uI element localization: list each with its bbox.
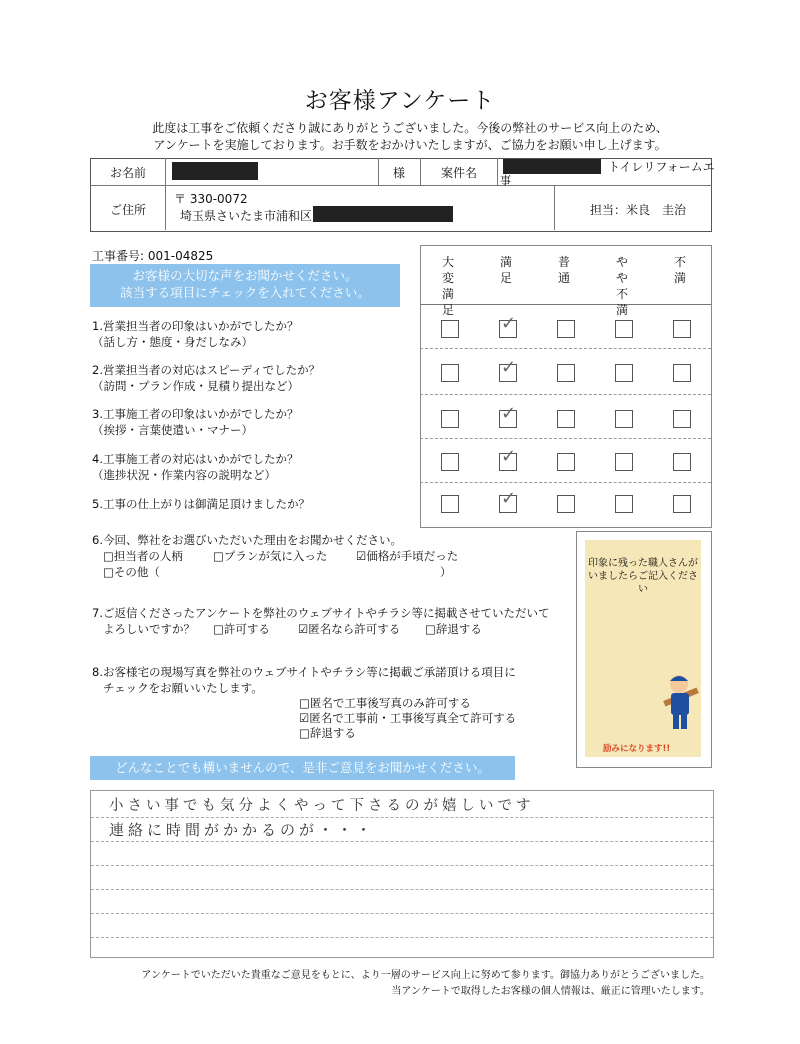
project-value: トイレリフォームエ [608, 160, 715, 174]
question-4: 4.工事施工者の対応はいかがでしたか？ （進捗状況・作業内容の説明など） [92, 452, 299, 482]
question-6: 6.今回、弊社をお選びいただいた理由をお聞かせください。 [92, 533, 402, 547]
footer-line-1: アンケートでいただいた貴重なご意見をもとに、より一層のサービス向上に努めて参ります。御協力ありがとうございました。 [141, 970, 710, 981]
question-3: 3.工事施工者の印象はいかがでしたか？ （挨拶・言葉使遣い・マナー） [92, 407, 299, 437]
q1-check-mark: ✓ [501, 313, 517, 334]
q5-check-mark: ✓ [501, 488, 517, 509]
address-text: 埼玉県さいたま市浦和区 [180, 209, 313, 223]
col-very-satisfied: 大変満足 [441, 255, 454, 317]
sama-label: 様 [392, 166, 405, 180]
intro-line-1: 此度は工事をご依頼くださり誠にありがとうございました。今後の弊社のサービス向上のため、 [152, 121, 668, 135]
q2-dissatisfied-checkbox[interactable] [673, 364, 691, 382]
banner-line-1: お客様の大切な声をお聞かせください。 [132, 268, 358, 283]
q1-neutral-checkbox[interactable] [557, 320, 575, 338]
q1-very-satisfied-checkbox[interactable] [441, 320, 459, 338]
q3-check-mark: ✓ [501, 403, 517, 424]
q5-dissatisfied-checkbox[interactable] [673, 495, 691, 513]
footer-line-2: 当アンケートで取得したお客様の個人情報は、厳正に管理いたします。 [391, 986, 710, 997]
page-title: お客様アンケート [304, 88, 496, 114]
question-5: 5.工事の仕上がりは御満足頂けましたか？ [92, 497, 310, 511]
q8-option-after-only[interactable]: □匿名で工事後写真のみ許可する [299, 696, 471, 710]
redacted-project [503, 159, 601, 174]
instruction-banner [90, 264, 400, 307]
col-satisfied: 満足 [499, 255, 512, 285]
banner-line-2: 該当する項目にチェックを入れてください。 [120, 285, 370, 300]
side-line-1: 印象に残った職人さんが [588, 558, 698, 569]
question-2: 2.営業担当者の対応はスピーディでしたか？ （訪問・プラン作成・見積り提出など） [92, 363, 321, 393]
comment-line-1: 小さい事でも気分よくやって下さるのが嬉しいです [109, 798, 535, 814]
question-8: 8.お客様宅の現場写真を弊社のウェブサイトやチラシ等に掲載ご承諾頂ける項目に [92, 665, 516, 679]
redacted-address [313, 206, 453, 222]
question-8-line2: チェックをお願いいたします。 [103, 681, 263, 695]
job-number: 工事番号: 001-04825 [92, 249, 214, 263]
postal-code: 〒 330-0072 [174, 192, 248, 206]
question-7-line2: よろしいですか？ [103, 622, 195, 636]
q1-somewhat-dissatisfied-checkbox[interactable] [615, 320, 633, 338]
q4-very-satisfied-checkbox[interactable] [441, 453, 459, 471]
comment-banner: どんなことでも構いませんので、是非ご意見をお聞かせください。 [90, 756, 515, 780]
question-1: 1.営業担当者の印象はいかがでしたか？ （話し方・態度・身だしなみ） [92, 319, 299, 349]
q7-option-decline[interactable]: □辞退する [425, 622, 482, 636]
craftsman-illustration [661, 668, 701, 736]
q6-option-price[interactable]: ☑価格が手頃だった [356, 549, 459, 563]
q4-somewhat-dissatisfied-checkbox[interactable] [615, 453, 633, 471]
project-value-wrap: 事 [500, 174, 511, 187]
q2-check-mark: ✓ [501, 357, 517, 378]
q7-option-anonymous[interactable]: ☑匿名なら許可する [298, 622, 401, 636]
side-line-2: いましたらご記入ください [588, 571, 698, 595]
comment-line-2: 連絡に時間がかかるのが・・・ [109, 821, 376, 839]
intro-line-2: アンケートを実施しております。お手数をおかけいたしますが、ご協力をお願い申し上げます。 [153, 138, 667, 152]
q3-somewhat-dissatisfied-checkbox[interactable] [615, 410, 633, 428]
q6-option-personality[interactable]: □担当者の人柄 [103, 549, 183, 563]
q3-neutral-checkbox[interactable] [557, 410, 575, 428]
col-neutral: 普通 [557, 255, 570, 285]
project-label: 案件名 [440, 166, 477, 180]
q4-neutral-checkbox[interactable] [557, 453, 575, 471]
question-7: 7.ご返信くださったアンケートを弊社のウェブサイトやチラシ等に掲載させていただいて [92, 606, 550, 620]
craftsman-comment-box [576, 531, 712, 768]
encouragement-note: 励みになります!! [603, 744, 671, 754]
q3-dissatisfied-checkbox[interactable] [673, 410, 691, 428]
q8-option-all[interactable]: ☑匿名で工事前・工事後写真全て許可する [299, 711, 517, 725]
q6-option-other[interactable]: □その他（ [103, 565, 160, 579]
q7-option-allow[interactable]: □許可する [213, 622, 270, 636]
name-label: お名前 [109, 166, 146, 180]
q5-very-satisfied-checkbox[interactable] [441, 495, 459, 513]
craftsman-note-card [585, 540, 701, 757]
comment-area[interactable] [90, 790, 714, 958]
q8-option-decline[interactable]: □辞退する [299, 726, 356, 740]
q6-option-plan[interactable]: □プランが気に入った [213, 549, 328, 563]
col-somewhat-dissatisfied: やや不満 [615, 255, 628, 317]
q2-neutral-checkbox[interactable] [557, 364, 575, 382]
staff-name: 担当：米良 圭治 [590, 203, 687, 217]
redacted-name [172, 162, 258, 180]
intro-text [100, 120, 720, 154]
rating-grid [420, 245, 712, 528]
q5-neutral-checkbox[interactable] [557, 495, 575, 513]
q5-somewhat-dissatisfied-checkbox[interactable] [615, 495, 633, 513]
q4-check-mark: ✓ [501, 446, 517, 467]
q3-very-satisfied-checkbox[interactable] [441, 410, 459, 428]
address-label: ご住所 [109, 203, 146, 217]
col-dissatisfied: 不満 [673, 255, 686, 285]
q6-option-other-close: ） [440, 565, 452, 579]
q2-somewhat-dissatisfied-checkbox[interactable] [615, 364, 633, 382]
q1-dissatisfied-checkbox[interactable] [673, 320, 691, 338]
q4-dissatisfied-checkbox[interactable] [673, 453, 691, 471]
q2-very-satisfied-checkbox[interactable] [441, 364, 459, 382]
